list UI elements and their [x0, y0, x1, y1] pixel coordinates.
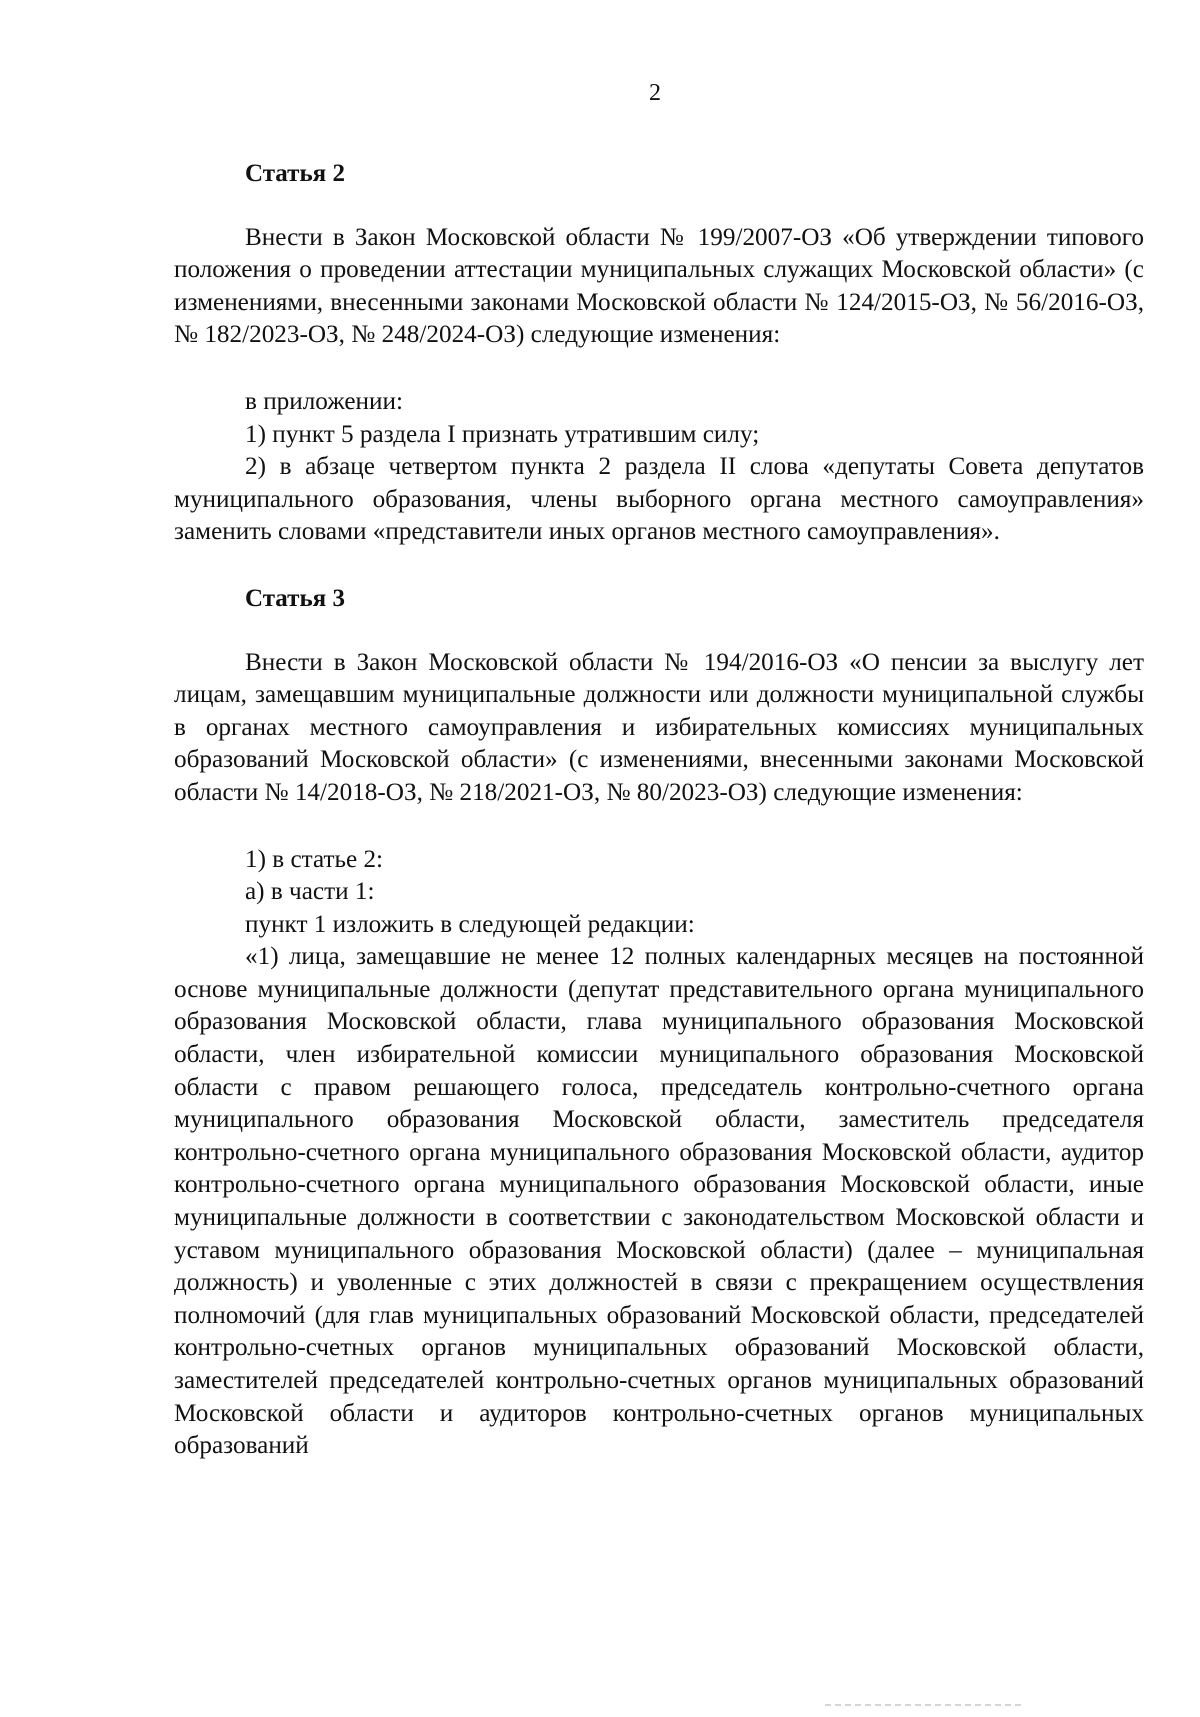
- article-2-item-1: 1) пункт 5 раздела I признать утратившим силу;: [245, 420, 760, 448]
- article-2-intro: Внести в Закон Московской области № 199/2007-ОЗ «Об утверждении типового положения о проведении аттестации муниципальных служащих Московской области» (с изменениями, внесенными законами Московской области № 124/2015-ОЗ, № 56/2016-ОЗ, № 182/2023-ОЗ, № 248/2024-ОЗ) следующие изменения:: [174, 223, 1144, 349]
- article-3-item-1: 1) в статье 2:: [245, 845, 384, 873]
- article-3-quoted-text: «1) лица, замещавшие не менее 12 полных календарных месяцев на постоянной основе муниципальные должности (депутат представительного органа муниципального образования Московской области, глава муниципального образования Московской области, член избирательной комиссии муниципального образования Московской области с правом решающего голоса, председатель контрольно-счетного органа муниципального образования Московской области, заместитель председателя контрольно-счетного органа муниципального образования Московской области, аудитор контрольно-счетного органа муниципального образования Московской области, иные муниципальные должности в соответствии с законодательством Московской области и уставом муниципального образования Московской области) (далее – муниципальная должность) и уволенные с этих должностей в связи с прекращением осуществления полномочий (для глав муниципальных образований Московской области, председателей контрольно-счетных органов муниципальных образований Московской области, заместителей председателей контрольно-счетных органов муниципальных образований Московской области и аудиторов контрольно-счетных органов муниципальных образований: [174, 943, 1144, 1460]
- article-2-heading: Статья 2: [245, 160, 345, 187]
- article-3-item-1a: а) в части 1:: [245, 878, 375, 906]
- article-2-item-2: 2) в абзаце четвертом пункта 2 раздела II слова «депутаты Совета депутатов муниципального образования, члены выборного органа местного самоуправления» заменить словами «представители иных органов местного самоуправления».: [174, 453, 1144, 546]
- scan-artifact: [825, 1704, 1025, 1706]
- document-body: [174, 158, 1144, 1463]
- article-3-heading: Статья 3: [245, 584, 345, 612]
- page-number: 2: [649, 80, 661, 106]
- article-3-item-1a-point: пункт 1 изложить в следующей редакции:: [245, 910, 695, 938]
- article-3-intro: Внести в Закон Московской области № 194/2016-ОЗ «О пенсии за выслугу лет лицам, замещавшим муниципальные должности или должности муниципальной службы в органах местного самоуправления и избирательных комиссиях муниципальных образований Московской области» (с изменениями, внесенными законами Московской области № 14/2018-ОЗ, № 218/2021-ОЗ, № 80/2023-ОЗ) следующие изменения:: [174, 648, 1144, 806]
- article-2-appendix-label: в приложении:: [245, 387, 403, 415]
